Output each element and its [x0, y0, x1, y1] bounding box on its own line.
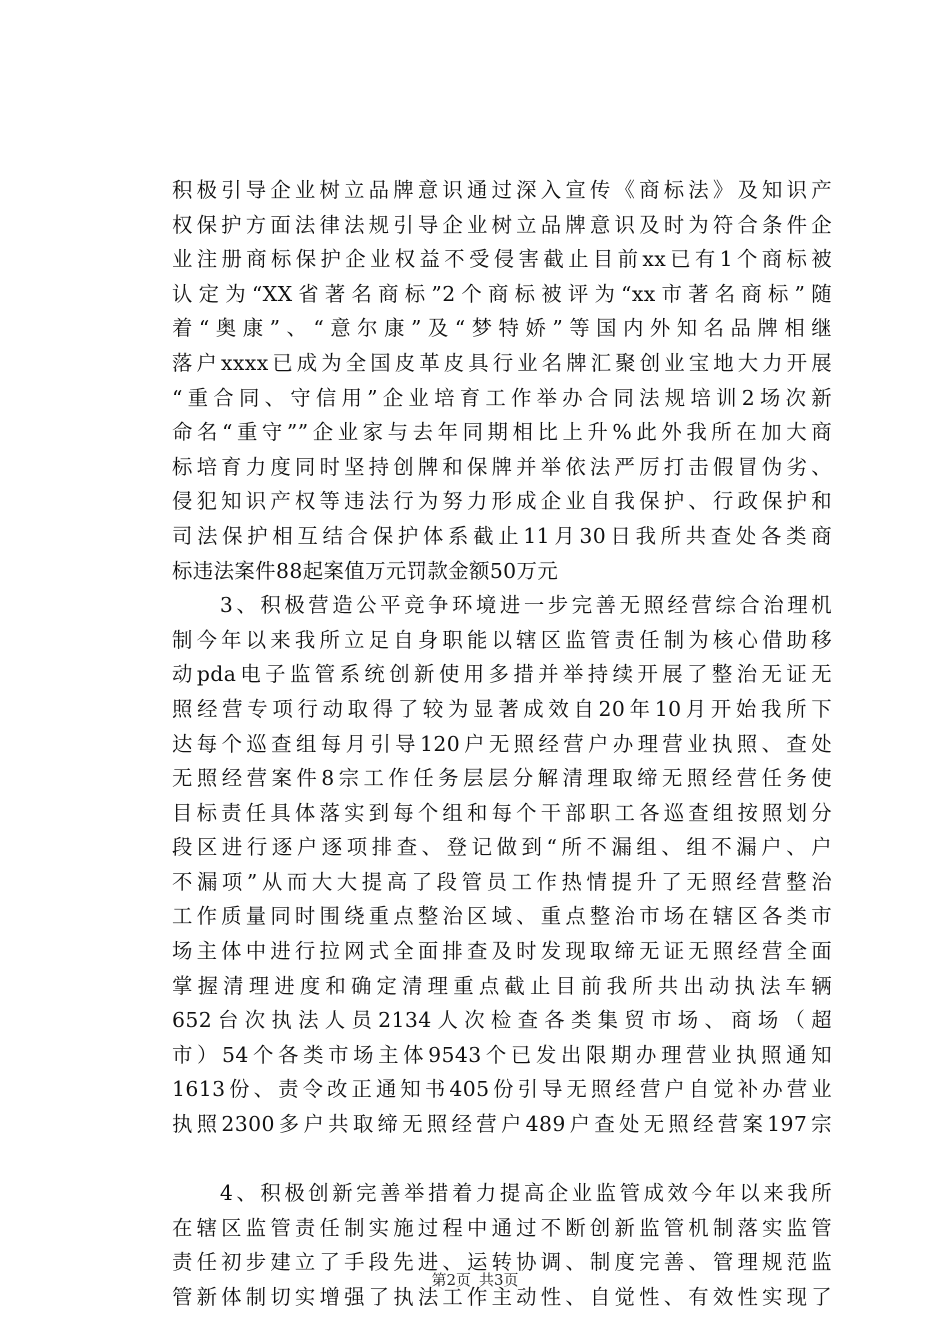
text-line: 照经营专项行动取得了较为显著成效自20年10月开始我所下	[172, 696, 832, 721]
text-line: 业注册商标保护企业权益不受侵害截止目前xx已有1个商标被	[172, 247, 832, 272]
text-line: 无照经营案件8宗工作任务层层分解清理取缔无照经营任务使	[172, 766, 832, 791]
text-line: 目标责任具体落实到每个组和每个干部职工各巡查组按照划分	[172, 800, 832, 825]
text-line: 责任初步建立了手段先进、运转协调、制度完善、管理规范监	[172, 1250, 832, 1275]
text-line: “重合同、守信用”企业培育工作举办合同法规培训2场次新	[172, 385, 832, 410]
text-line: 段区进行逐户逐项排查、登记做到“所不漏组、组不漏户、户	[172, 835, 832, 860]
text-line: 掌握清理进度和确定清理重点截止目前我所共出动执法车辆	[172, 973, 832, 998]
text-line: 在辖区监管责任制实施过程中通过不断创新监管机制落实监管	[172, 1215, 832, 1240]
text-line: 积极引导企业树立品牌意识通过深入宣传《商标法》及知识产	[172, 178, 832, 202]
page-number: 第2页	[431, 1271, 471, 1289]
document-body	[172, 173, 832, 1315]
text-line: 着“奥康”、“意尔康”及“梦特娇”等国内外知名品牌相继	[172, 316, 832, 341]
text-line: 标违法案件88起案值万元罚款金额50万元	[172, 558, 559, 583]
text-line: 司法保护相互结合保护体系截止11月30日我所共查处各类商	[172, 523, 832, 548]
text-line: 市）54个各类市场主体9543个已发出限期办理营业执照通知	[172, 1042, 832, 1067]
text-line: 落户xxxx已成为全国皮革皮具行业名牌汇聚创业宝地大力开展	[172, 350, 832, 375]
text-line: 动pda电子监管系统创新使用多措并举持续开展了整治无证无	[172, 662, 832, 687]
text-line: 达每个巡查组每月引导120户无照经营户办理营业执照、查处	[172, 731, 832, 756]
text-line: 制今年以来我所立足自身职能以辖区监管责任制为核心借助移	[172, 627, 832, 652]
text-line: 权保护方面法律法规引导企业树立品牌意识及时为符合条件企	[172, 212, 832, 237]
paragraph-fair-competition	[172, 588, 832, 1142]
text-line: 管新体制切实增强了执法工作主动性、自觉性、有效性实现了	[172, 1285, 832, 1309]
paragraph-enterprise-supervision	[172, 1176, 832, 1314]
text-line: 侵犯知识产权等违法行为努力形成企业自我保护、行政保护和	[172, 489, 832, 514]
text-line: 工作质量同时围绕重点整治区域、重点整治市场在辖区各类市	[172, 904, 832, 929]
text-line: 1613份、责令改正通知书405份引导无照经营户自觉补办营业	[172, 1077, 832, 1102]
text-line: 3、积极营造公平竞争环境进一步完善无照经营综合治理机	[172, 593, 832, 618]
text-line: 场主体中进行拉网式全面排查及时发现取缔无证无照经营全面	[172, 939, 832, 964]
paragraph-gap	[172, 1142, 832, 1177]
text-line: 认定为“XX省著名商标”2个商标被评为“xx市著名商标”随	[172, 281, 832, 306]
text-line: 4、积极创新完善举措着力提高企业监管成效今年以来我所	[172, 1181, 832, 1206]
page-footer	[0, 1269, 950, 1290]
text-line: 执照2300多户共取缔无照经营户489户查处无照经营案197宗	[172, 1112, 832, 1137]
text-line: 标培育力度同时坚持创牌和保牌并举依法严厉打击假冒伪劣、	[172, 454, 832, 479]
text-line: 652台次执法人员2134人次检查各类集贸市场、商场（超	[172, 1008, 832, 1033]
paragraph-trademark	[172, 173, 832, 588]
text-line: 不漏项”从而大大提高了段管员工作热情提升了无照经营整治	[172, 869, 832, 894]
text-line: 命名“重守””企业家与去年同期相比上升%此外我所在加大商	[172, 420, 832, 445]
page-total: 共3页	[479, 1271, 519, 1289]
